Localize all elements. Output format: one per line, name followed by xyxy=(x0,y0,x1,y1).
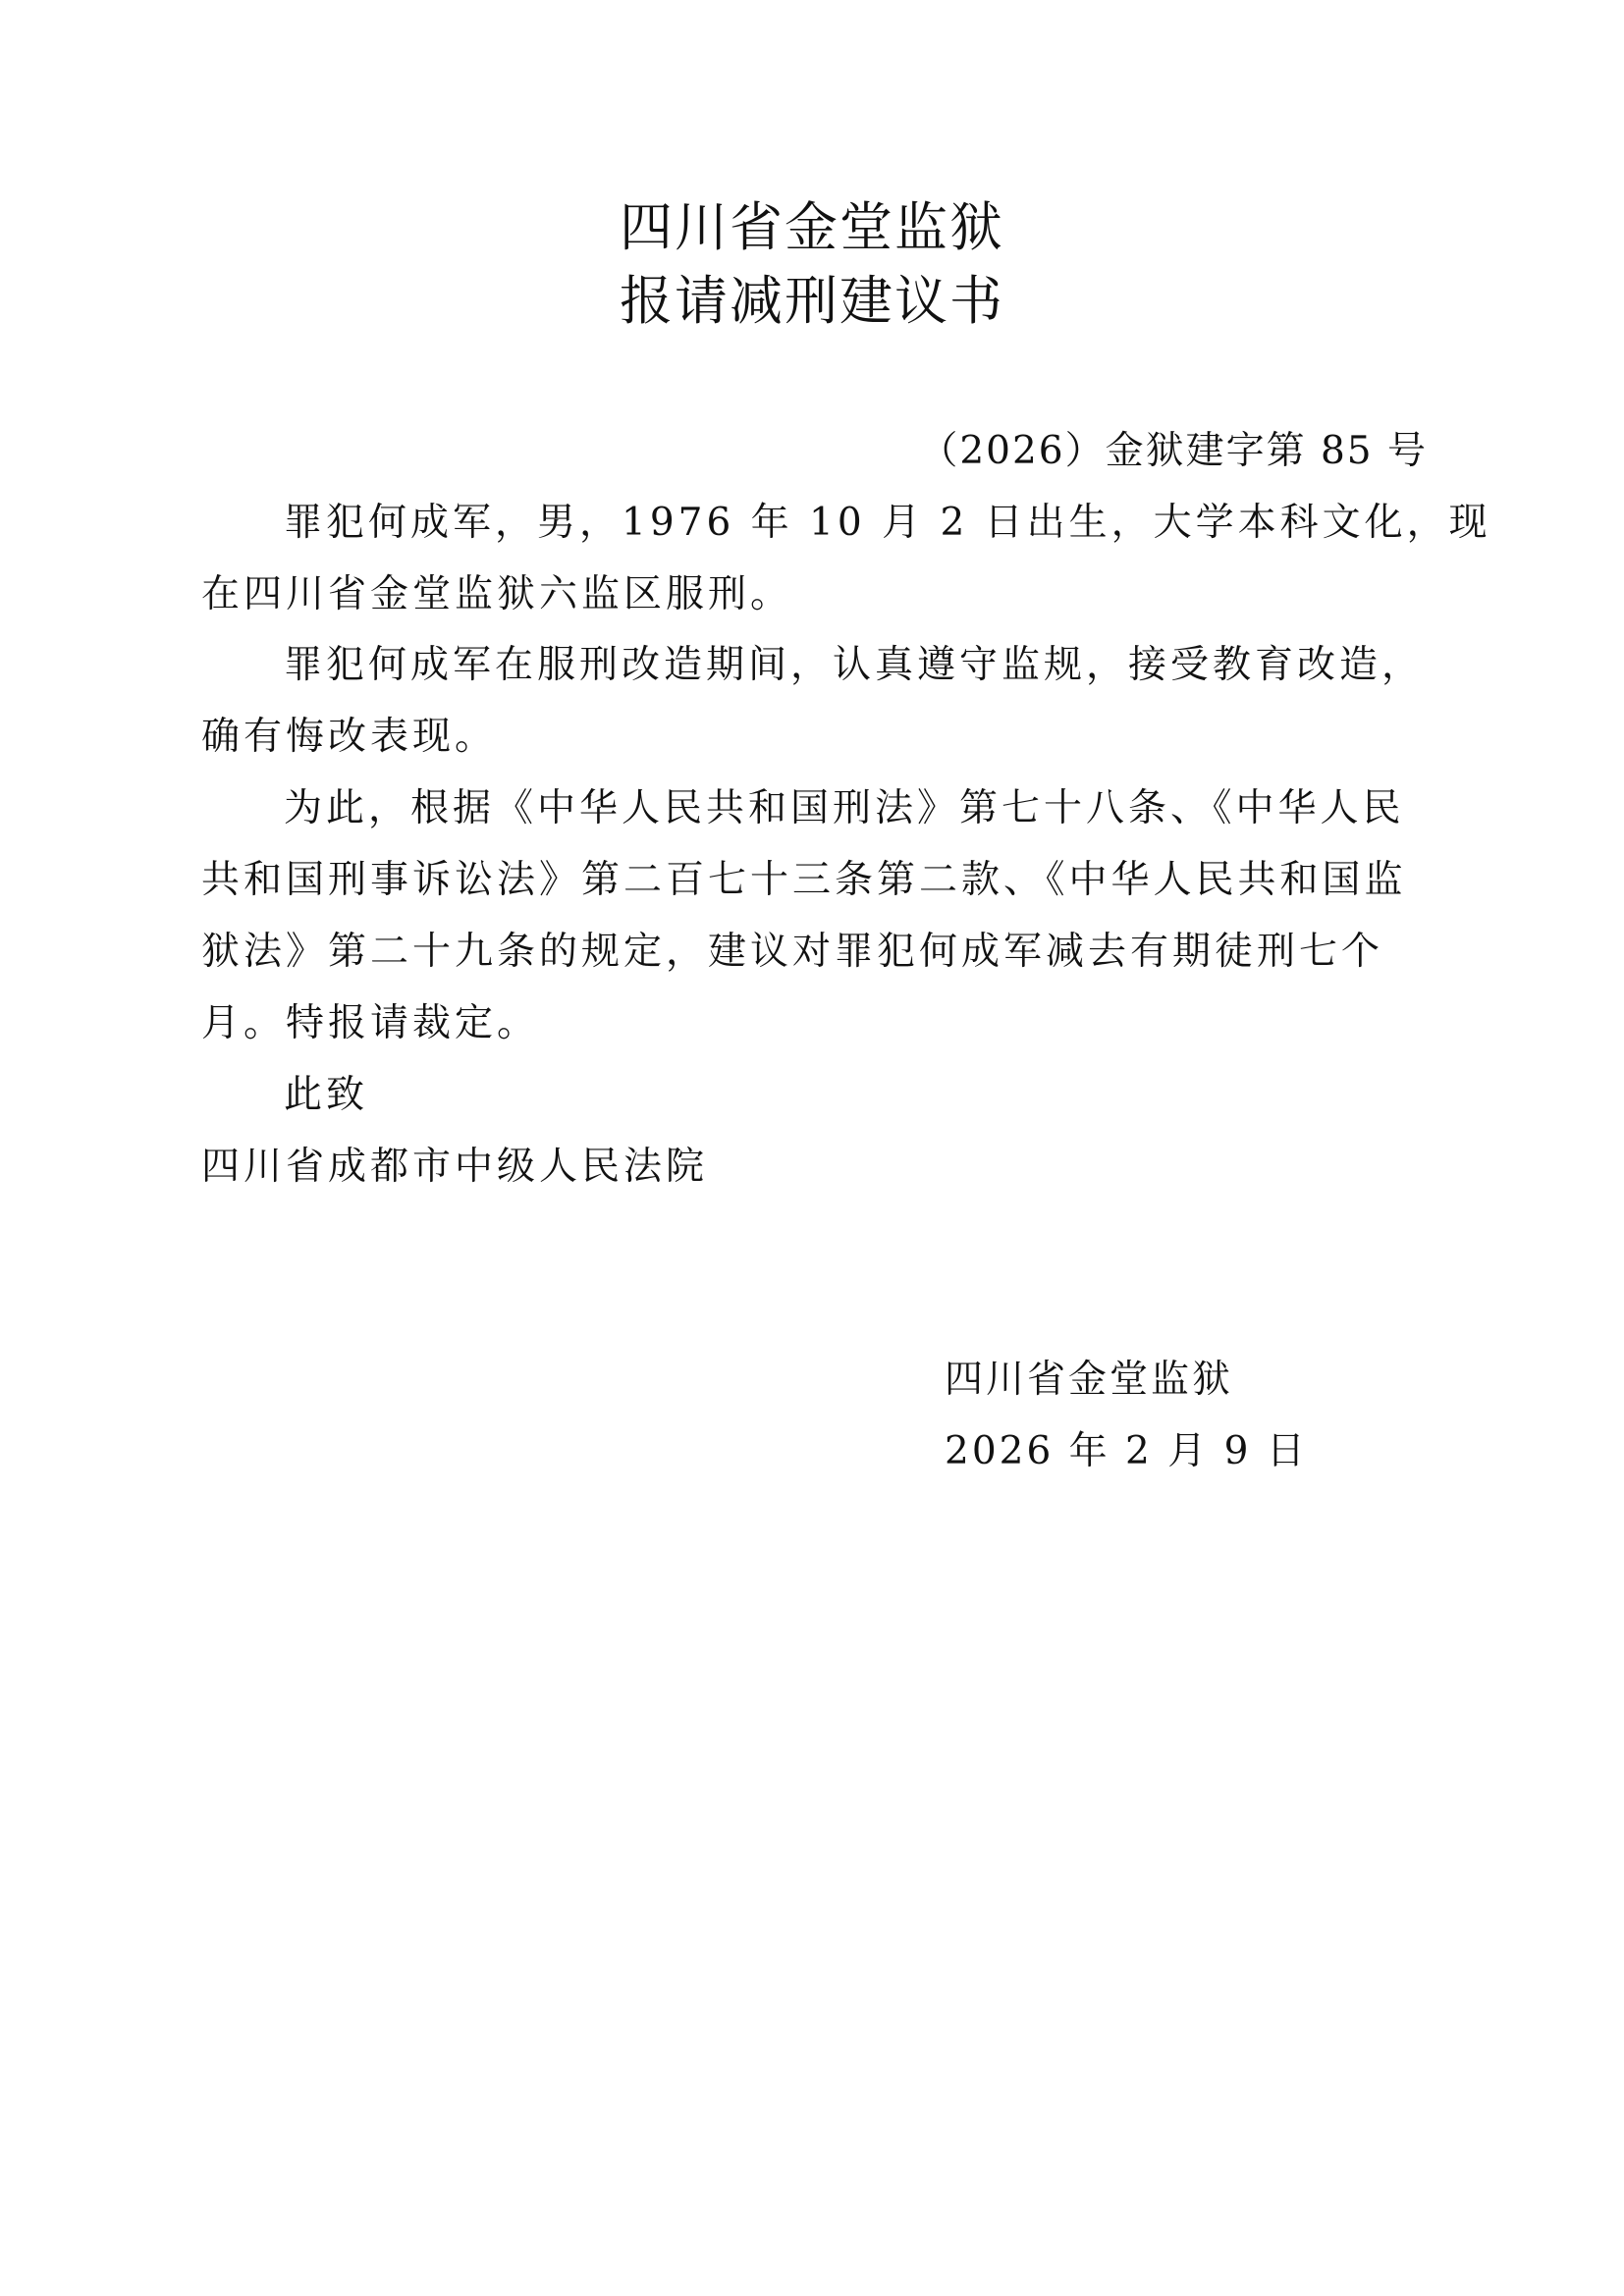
salutation: 此致 xyxy=(284,1073,369,1117)
paragraph-3-line-4: 月。特报请裁定。 xyxy=(201,1001,540,1045)
document-title-line2: 报请减刑建议书 xyxy=(620,270,1004,332)
paragraph-2-line-2: 确有悔改表现。 xyxy=(201,715,498,759)
paragraph-1-line-1: 罪犯何成军，男，1976 年 10 月 2 日出生，大学本科文化，现 xyxy=(284,501,1491,545)
document-number: （2026）金狱建字第 85 号 xyxy=(919,429,1428,473)
signature-date: 2026 年 2 月 9 日 xyxy=(945,1429,1308,1473)
paragraph-2-line-1: 罪犯何成军在服刑改造期间，认真遵守监规，接受教育改造， xyxy=(284,643,1425,687)
recipient: 四川省成都市中级人民法院 xyxy=(201,1145,709,1189)
paragraph-1-line-2: 在四川省金堂监狱六监区服刑。 xyxy=(201,572,793,616)
paragraph-3-line-3: 狱法》第二十九条的规定，建议对罪犯何成军减去有期徒刑七个 xyxy=(201,930,1384,974)
document-title-line1: 四川省金堂监狱 xyxy=(620,196,1004,258)
signature-organization: 四川省金堂监狱 xyxy=(945,1358,1234,1402)
paragraph-3-line-1: 为此，根据《中华人民共和国刑法》第七十八条、《中华人民 xyxy=(284,786,1405,830)
paragraph-3-line-2: 共和国刑事诉讼法》第二百七十三条第二款、《中华人民共和国监 xyxy=(201,858,1407,902)
